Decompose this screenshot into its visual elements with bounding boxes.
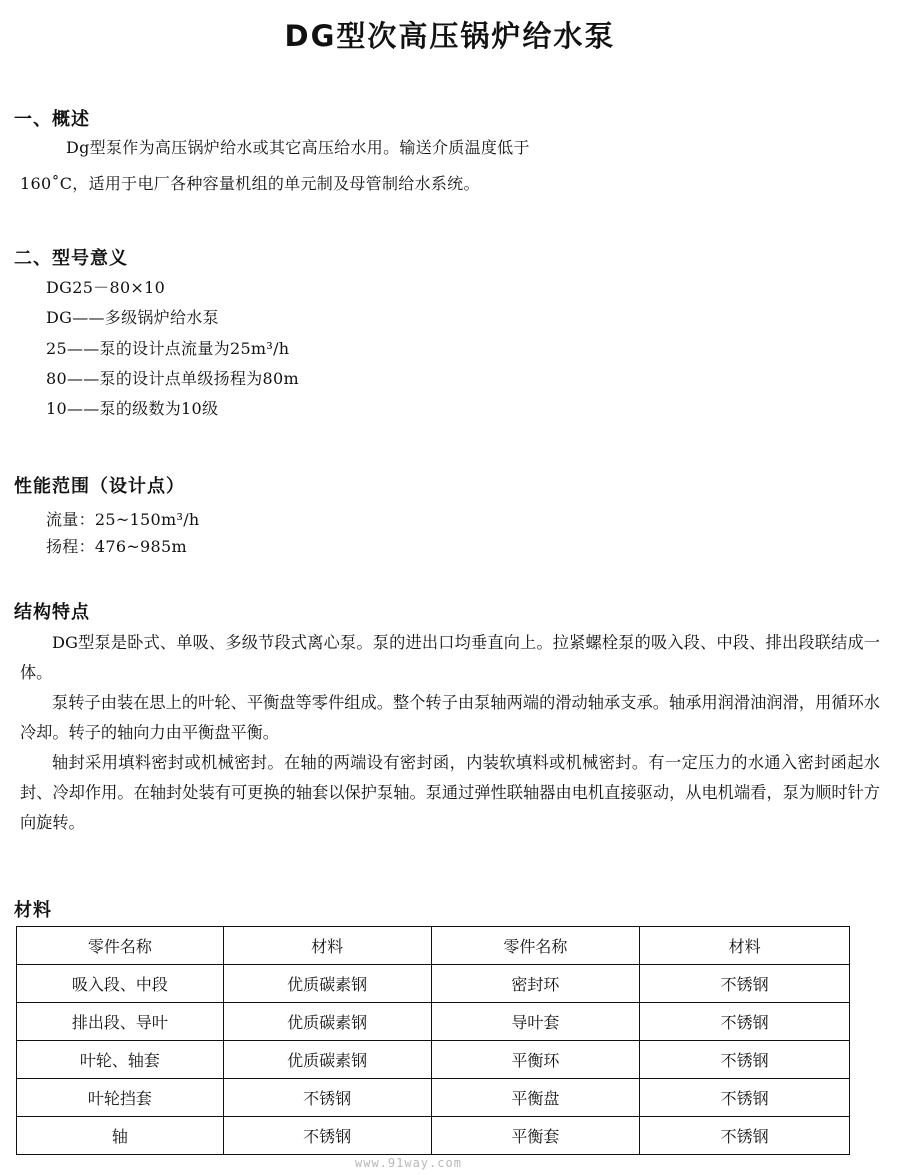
table-cell: 叶轮挡套	[17, 1079, 224, 1117]
performance-flow: 流量：25~150m³/h	[46, 510, 200, 529]
table-row	[17, 965, 850, 1003]
model-line: 80——泵的设计点单级扬程为80m	[46, 369, 299, 388]
performance-head: 扬程：476~985m	[46, 537, 187, 556]
table-header-row	[17, 927, 850, 965]
table-cell: 导叶套	[431, 1003, 640, 1041]
structure-paragraph-1: DG型泵是卧式、单吸、多级节段式离心泵。泵的进出口均垂直向上。拉紧螺栓泵的吸入段、中段、排出段联结成一体。	[20, 633, 880, 682]
table-cell: 叶轮、轴套	[17, 1041, 224, 1079]
table-cell: 平衡盘	[431, 1079, 640, 1117]
header-part-name: 零件名称	[431, 927, 640, 965]
table-cell: 密封环	[431, 965, 640, 1003]
table-cell: 不锈钢	[640, 1003, 850, 1041]
header-part-name: 零件名称	[17, 927, 224, 965]
overview-line-2: 160˚C，适用于电厂各种容量机组的单元制及母管制给水系统。	[20, 174, 480, 193]
table-cell: 吸入段、中段	[17, 965, 224, 1003]
table-cell: 平衡环	[431, 1041, 640, 1079]
overview-line-1: Dg型泵作为高压锅炉给水或其它高压给水用。输送介质温度低于	[66, 138, 530, 157]
structure-paragraph-2: 泵转子由装在思上的叶轮、平衡盘等零件组成。整个转子由泵轴两端的滑动轴承支承。轴承用润滑油润滑，用循环水冷却。转子的轴向力由平衡盘平衡。	[20, 693, 880, 742]
table-cell: 优质碳素钢	[223, 1003, 431, 1041]
table-cell: 优质碳素钢	[223, 965, 431, 1003]
watermark: www.91way.com	[355, 1156, 462, 1170]
header-material: 材料	[640, 927, 850, 965]
table-cell: 排出段、导叶	[17, 1003, 224, 1041]
structure-heading: 结构特点	[14, 602, 90, 623]
materials-heading: 材料	[14, 900, 52, 921]
header-material: 材料	[223, 927, 431, 965]
model-line: DG25－80×10	[46, 278, 166, 297]
table-row	[17, 1041, 850, 1079]
table-cell: 不锈钢	[223, 1117, 431, 1155]
table-cell: 不锈钢	[640, 1117, 850, 1155]
table-cell: 不锈钢	[640, 1041, 850, 1079]
table-cell: 不锈钢	[223, 1079, 431, 1117]
performance-heading: 性能范围（设计点）	[14, 476, 185, 497]
materials-table	[16, 926, 850, 1155]
table-cell: 平衡套	[431, 1117, 640, 1155]
table-cell: 轴	[17, 1117, 224, 1155]
table-row	[17, 1117, 850, 1155]
structure-paragraph-3: 轴封采用填料密封或机械密封。在轴的两端设有密封函，内装软填料或机械密封。有一定压力的水通入密封函起水封、冷却作用。在轴封处装有可更换的轴套以保护泵轴。泵通过弹性联轴器由电机直接驱动，从电机端看，泵为顺时针方向旋转。	[20, 753, 880, 832]
model-line: 10——泵的级数为10级	[46, 399, 219, 418]
table-cell: 优质碳素钢	[223, 1041, 431, 1079]
table-cell: 不锈钢	[640, 965, 850, 1003]
overview-heading: 一、概述	[14, 109, 90, 130]
page-title: DG型次高压锅炉给水泵	[284, 19, 616, 53]
table-row	[17, 1079, 850, 1117]
table-row	[17, 1003, 850, 1041]
model-line: 25——泵的设计点流量为25m³/h	[46, 339, 290, 358]
model-line: DG——多级锅炉给水泵	[46, 308, 219, 327]
table-cell: 不锈钢	[640, 1079, 850, 1117]
model-heading: 二、型号意义	[14, 248, 128, 269]
